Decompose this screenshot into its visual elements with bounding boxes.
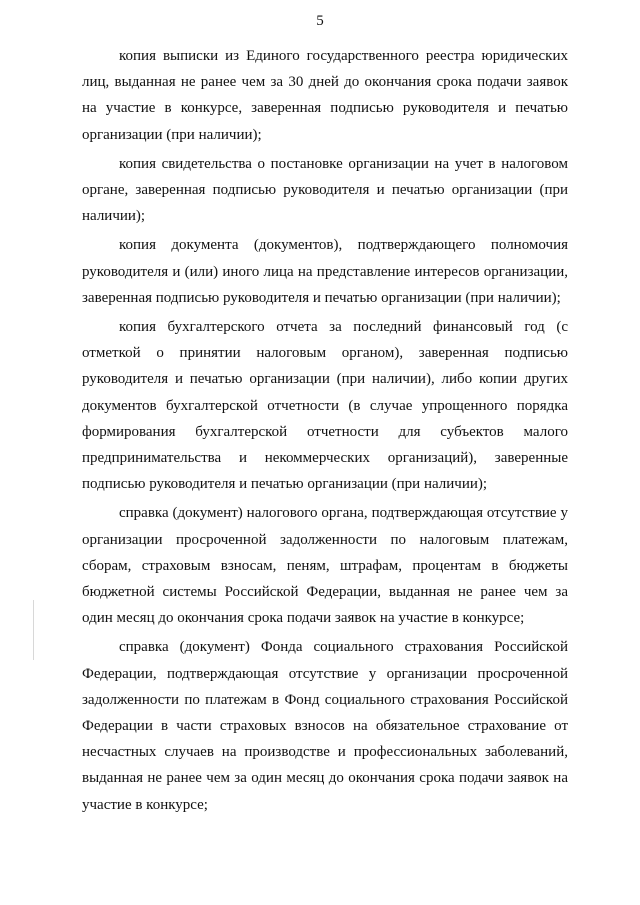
paragraph-authority-document: копия документа (документов), подтверждающего полномочия руководителя и (или) иного лица на представление интересов организации, заверенная подписью руководителя и печатью организации (при наличии);	[82, 237, 568, 306]
paragraph-tax-debt-certificate: справка (документ) налогового органа, подтверждающая отсутствие у организации просроченной задолженности по налоговым платежам, сборам, страховым взносам, пеням, штрафам, процентам в бюджеты бюджетной системы Российской Федерации, выданная не ранее чем за один месяц до окончания срока подачи заявок на участие в конкурсе;	[82, 505, 568, 627]
document-body	[82, 43, 568, 821]
paragraph-egrul-extract: копия выписки из Единого государственного реестра юридических лиц, выданная не ранее чем за 30 дней до окончания срока подачи заявок на участие в конкурсе, заверенная подписью руководителя и печатью организации (при наличии);	[82, 48, 568, 143]
margin-scan-mark	[33, 600, 34, 660]
paragraph-social-insurance-certificate: справка (документ) Фонда социального страхования Российской Федерации, подтверждающая отсутствие у организации просроченной задолженности по платежам в Фонд социального страхования Российской Федерации в части страховых взносов на обязательное страхование от несчастных случаев на производстве и профессиональных заболеваний, выданная не ранее чем за один месяц до окончания срока подачи заявок на участие в конкурсе;	[82, 639, 568, 813]
paragraph-tax-registration-certificate: копия свидетельства о постановке организации на учет в налоговом органе, заверенная подписью руководителя и печатью организации (при наличии);	[82, 155, 568, 225]
page-number: 5	[316, 13, 324, 29]
paragraph-accounting-report: копия бухгалтерского отчета за последний финансовый год (с отметкой о принятии налоговым органом), заверенная подписью руководителя и печатью организации (при наличии), либо копии других документов бухгалтерской отчетности (в случае упрощенного порядка формирования бухгалтерской отчетности для субъектов малого предпринимательства и некоммерческих организаций), заверенные подписью руководителя и печатью организации (при наличии);	[82, 319, 568, 493]
